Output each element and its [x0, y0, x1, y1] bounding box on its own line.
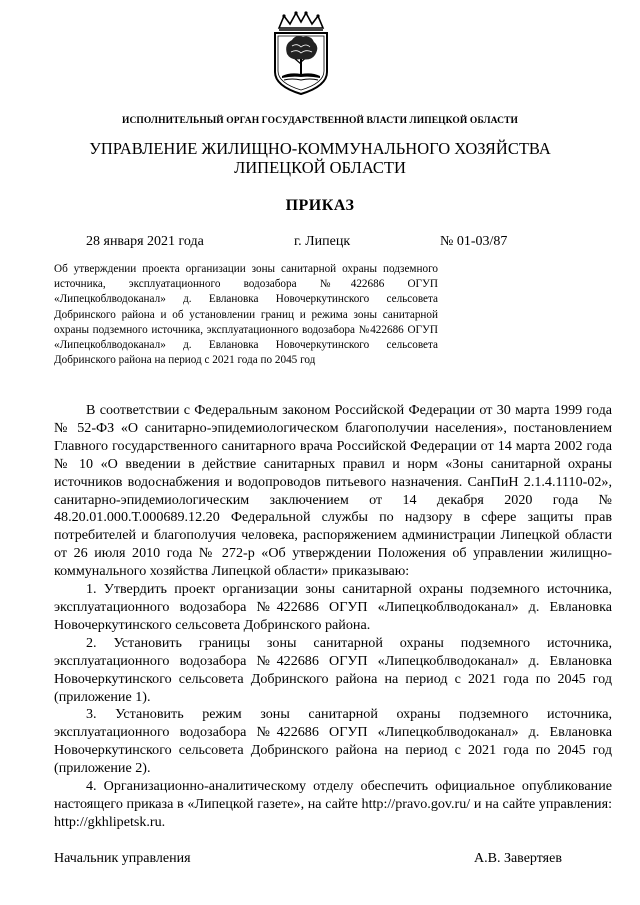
- document-title: ПРИКАЗ: [285, 197, 355, 214]
- document-body: [54, 402, 612, 832]
- order-item-4: 4. Организационно-аналитическому отделу обеспечить официальное опубликование настоящего приказа в «Липецкой газете», на сайте http://pravo.gov.ru/ и на сайте управления: http://gkhlipetsk.ru.: [54, 778, 612, 830]
- order-item-3: 3. Установить режим зоны санитарной охраны подземного источника, эксплуатационного водозабора №422686 ОГУП «Липецкоблводоканал» д. Евлановка Новочеркутинского сельсовета Добринского района на период с 2021 года по 2045 год (приложение 2).: [54, 706, 612, 777]
- coat-of-arms-icon: [270, 10, 332, 96]
- preamble-paragraph: В соответствии с Федеральным законом Российской Федерации от 30 марта 1999 года № 52-ФЗ «О санитарно-эпидемиологическом благополучии населения», постановлением Главного государственного санитарного врача Российской Федерации от 14 марта 2002 года № 10 «О введении в действие санитарных правил и норм «Зоны санитарной охраны источников водоснабжения и водопроводов питьевого назначения. СанПиН 2.1.4.1110-02», санитарно-эпидемиологическим заключением от 14 декабря 2020 года № 48.20.01.000.Т.000689.12.20 Федеральной службы по надзору в сфере защиты прав потребителей и благополучия человека, распоряжением администрации Липецкой области от 26 июля 2010 года № 272-р «Об утверждении Положения об управлении жилищно-коммунального хозяйства Липецкой области» приказываю:: [54, 402, 612, 580]
- department-name: [0, 139, 640, 177]
- document-city: г. Липецк: [294, 234, 351, 249]
- document-subject: Об утверждении проекта организации зоны санитарной охраны подземного источника, эксплуатационного водозабора №422686 ОГУП «Липецкоблводоканал» д. Евлановка Новочеркутинского сельсовета Добринского района и об установлении границ и режима зоны санитарной охраны подземного источника, эксплуатационного водозабора №422686 ОГУП «Липецкоблводоканал» д. Евлановка Новочеркутинского сельсовета Добринского района на период с 2021 года по 2045 год: [54, 263, 438, 367]
- issuing-authority: ИСПОЛНИТЕЛЬНЫЙ ОРГАН ГОСУДАРСТВЕННОЙ ВЛАСТИ ЛИПЕЦКОЙ ОБЛАСТИ: [121, 116, 519, 126]
- department-name-line2: ЛИПЕЦКОЙ ОБЛАСТИ: [234, 158, 406, 177]
- order-item-1: 1. Утвердить проект организации зоны санитарной охраны подземного источника, эксплуатационного водозабора №422686 ОГУП «Липецкоблводоканал» д. Евлановка Новочеркутинского сельсовета Добринского района.: [54, 581, 612, 633]
- signatory-name: А.В. Завертяев: [474, 851, 562, 866]
- department-name-line1: УПРАВЛЕНИЕ ЖИЛИЩНО-КОММУНАЛЬНОГО ХОЗЯЙСТВА: [89, 139, 551, 158]
- signatory-title: Начальник управления: [54, 851, 191, 866]
- order-item-2: 2. Установить границы зоны санитарной охраны подземного источника, эксплуатационного водозабора №422686 ОГУП «Липецкоблводоканал» д. Евлановка Новочеркутинского сельсовета Добринского района на период с 2021 года по 2045 год (приложение 1).: [54, 634, 612, 705]
- document-date: 28 января 2021 года: [86, 234, 204, 249]
- document-number: № 01-03/87: [440, 234, 508, 249]
